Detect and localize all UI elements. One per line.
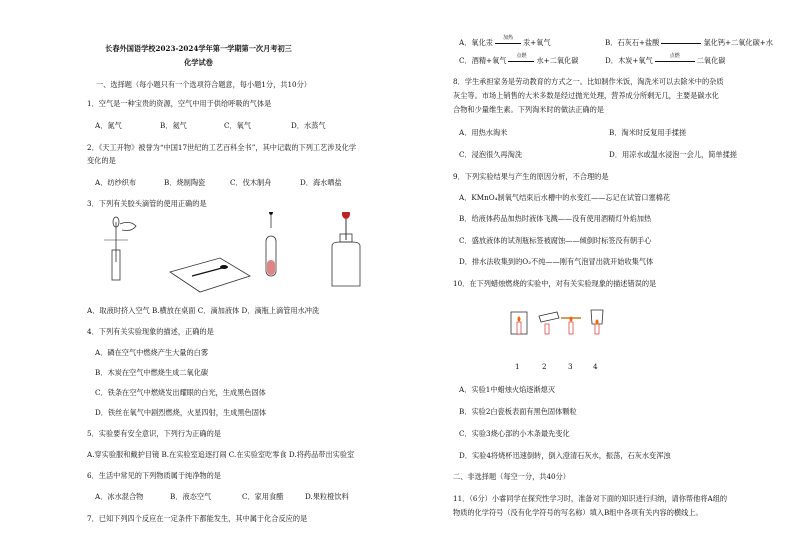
- q7-a-reactants: A．氧化汞: [459, 38, 493, 47]
- exam-subject: 化学试卷: [184, 58, 213, 67]
- q7-option-b[interactable]: [605, 38, 773, 47]
- q9-option-c[interactable]: C．盛放液体的试剂瓶标签被腐蚀——倾倒时标签没有朝手心: [459, 236, 652, 245]
- q7-c-reactants: C．酒精+氧气: [459, 56, 507, 65]
- q8-option-b[interactable]: B．淘米时反复用手揉搓: [609, 128, 687, 137]
- q9-stem: 9．下列实验结果与产生的原因分析，不合理的是: [453, 172, 609, 181]
- q2-option-b[interactable]: B．烧制陶瓷: [164, 178, 206, 187]
- q8-option-c[interactable]: C．浸泡很久再淘洗: [459, 150, 523, 159]
- dropper-figure-a: [104, 217, 136, 280]
- q7-d-products: 二氧化碳: [696, 56, 726, 65]
- q4-option-b[interactable]: B．木炭在空气中燃烧生成二氧化碳: [95, 368, 209, 377]
- q2-option-d[interactable]: D．海水晒盐: [300, 178, 342, 187]
- q6-option-a[interactable]: A．冰水混合物: [95, 492, 144, 501]
- dropper-figure-b: [170, 258, 250, 292]
- q1-option-d[interactable]: D．水蒸气: [291, 121, 326, 130]
- q7-option-c[interactable]: [459, 53, 579, 65]
- q7-b-products: 氯化钙+二氧化碳+水: [703, 38, 773, 47]
- dropper-figure-c: [266, 212, 276, 276]
- q9-option-a[interactable]: A．KMnO₄制氧气结束后水槽中的水变红——忘记在试管口塞棉花: [459, 193, 671, 202]
- q8-stem-line2: 灰尘等。市场上销售的大米多数是经过抛光处理，营养成分所剩无几，主要是碳水化: [453, 91, 719, 100]
- q4-stem: 4．下列有关实验现象的描述，正确的是: [87, 327, 214, 336]
- q3-dropper-figures: [100, 212, 400, 302]
- q2-stem-line1: 2．《天工开物》被誉为“中国17世纪的工艺百科全书”，其中记载的下列工艺涉及化学: [87, 143, 357, 152]
- q7-c-condition: 点燃: [516, 53, 527, 59]
- q8-option-d[interactable]: D．用凉水或温水浸泡一会儿，简单揉搓: [609, 150, 737, 159]
- section-1-heading: 一、选择题（每小题只有一个选项符合题意，每小题1分，共10分）: [96, 80, 311, 89]
- q9-option-d[interactable]: D．排水法收集到的O₂不纯——刚有气泡冒出就开始收集气体: [459, 257, 654, 266]
- q11-stem-line1: 11．（6分）小睿同学在探究性学习时，准备对下面的知识进行归纳，请你帮他将A组的: [453, 494, 728, 503]
- q10-option-d[interactable]: D．实验4将烧杯迅速倒转，倒入澄清石灰水，振荡，石灰水变浑浊: [459, 451, 671, 460]
- q8-stem-line1: 8．学生承担家务是劳动教育的方式之一。比如制作米饭，淘洗米可以去除米中的杂质: [453, 77, 724, 86]
- section-2-heading: 二、非选择题（每空一分，共40分）: [453, 472, 570, 481]
- q7-stem: 7．已知下列四个反应在一定条件下都能发生，其中属于化合反应的是: [87, 514, 308, 523]
- q2-stem-line2: 变化的是: [87, 156, 116, 165]
- arrow-icon: [661, 38, 701, 47]
- candle-figure-2: [539, 312, 559, 334]
- arrow-icon: [508, 53, 534, 65]
- q10-figure-number-2: 2: [542, 362, 547, 371]
- candle-figure-4: [591, 310, 603, 334]
- q3-options[interactable]: A．取液时挤入空气 B.横放在桌面 C．滴加液体 D．滴瓶上滴管用水冲洗: [87, 306, 320, 315]
- q6-option-b[interactable]: B．液态空气: [170, 492, 212, 501]
- candle-figure-3: [561, 317, 581, 335]
- q7-option-d[interactable]: [605, 53, 726, 65]
- q7-a-condition: 加热: [502, 35, 513, 41]
- q9-option-b[interactable]: B．给液体药品加热时液体飞溅——没有使用酒精灯外焰加热: [459, 214, 652, 223]
- q5-stem: 5．实验要有安全意识，下列行为正确的是: [87, 429, 221, 438]
- q10-figure-number-4: 4: [593, 362, 598, 371]
- q7-c-products: 水+二氧化碳: [536, 56, 579, 65]
- q7-option-a[interactable]: [459, 35, 551, 47]
- q10-stem: 10．在下列蜡烛燃烧的实验中，对有关实验现象的描述错误的是: [453, 279, 657, 288]
- arrow-icon: [655, 53, 695, 65]
- q4-option-c[interactable]: C．铁条在空气中燃烧发出耀眼的白光，生成黑色固体: [95, 388, 266, 397]
- q10-option-c[interactable]: C．实验3烧心部的小木条最先变化: [459, 429, 570, 438]
- q4-option-a[interactable]: A．磷在空气中燃烧产生大量的白雾: [95, 348, 209, 357]
- q11-stem-line2: 物质的化学符号（没有化学符号的写名称）填入B组中各项有关内容的横线上。: [453, 508, 703, 517]
- q6-option-d[interactable]: D.果粒橙饮料: [305, 492, 349, 501]
- q7-d-reactants: D．木炭+氧气: [605, 56, 653, 65]
- q10-candle-figures: [505, 306, 615, 336]
- q10-figure-number-1: 1: [515, 362, 520, 371]
- q1-option-c[interactable]: C．氧气: [224, 121, 252, 130]
- q8-option-a[interactable]: A．用热水淘米: [459, 128, 508, 137]
- arrow-icon: [495, 35, 521, 47]
- q8-stem-line3: 合物和少量维生素。下列淘米时的做法正确的是: [453, 105, 604, 114]
- q6-stem: 6．生活中常见的下列物质属于纯净物的是: [87, 471, 221, 480]
- q7-d-condition: 点燃: [669, 53, 680, 59]
- q2-option-a[interactable]: A．纺纱织布: [95, 178, 137, 187]
- q2-option-c[interactable]: C．伐木制舟: [230, 178, 272, 187]
- candle-figure-1: [511, 312, 527, 334]
- q6-option-c[interactable]: C．家用食醋: [242, 492, 284, 501]
- q3-stem: 3．下列有关胶头滴管的使用正确的是: [87, 199, 207, 208]
- q10-figure-number-3: 3: [568, 362, 573, 371]
- q1-option-b[interactable]: B．氦气: [160, 121, 187, 130]
- q5-options[interactable]: A.穿实验服和戴护目镜 B.在实验室追逐打闹 C.在实验室吃零食 D.将药品带出实验室: [87, 450, 355, 459]
- q10-option-b[interactable]: B．实验2白瓷板表面有黑色固体颗粒: [459, 407, 577, 416]
- q10-option-a[interactable]: A．实验1中蜡烛火焰逐渐熄灭: [459, 385, 556, 394]
- dropper-figure-d: [332, 212, 360, 286]
- q4-option-d[interactable]: D．铁丝在氧气中剧烈燃烧，火星四射，生成黑色固体: [95, 408, 267, 417]
- exam-title: 长春外国语学校2023-2024学年第一学期第一次月考初三: [105, 44, 292, 53]
- q1-option-a[interactable]: A．氮气: [95, 121, 122, 130]
- q1-stem: 1．空气是一种宝贵的资源，空气中用于供给呼吸的气体是: [87, 99, 272, 108]
- q7-b-reactants: B．石灰石+盐酸: [605, 38, 660, 47]
- q7-a-products: 汞+氧气: [522, 38, 551, 47]
